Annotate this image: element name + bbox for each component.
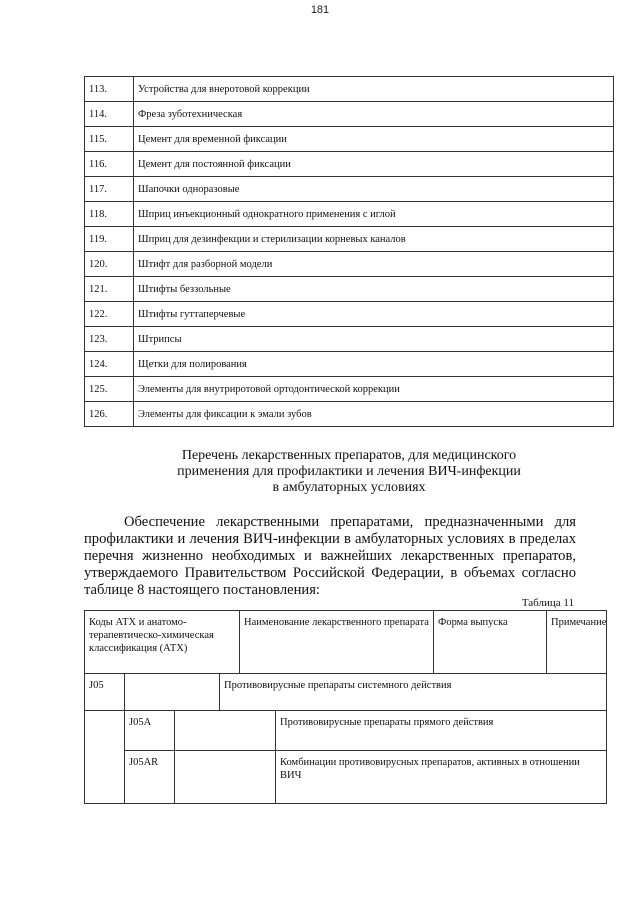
table-row	[85, 377, 614, 402]
item-name: Штрипсы	[134, 327, 614, 352]
atc-code: J05A	[125, 711, 175, 751]
item-number: 119.	[85, 227, 134, 252]
item-number: 113.	[85, 77, 134, 102]
item-name: Щетки для полирования	[134, 352, 614, 377]
empty-cell	[175, 751, 276, 804]
item-name: Цемент для временной фиксации	[134, 127, 614, 152]
table-row	[85, 177, 614, 202]
header-drug-name: Наименование лекарственного препарата	[240, 611, 434, 674]
table-caption: Таблица 11	[521, 597, 574, 609]
table-row	[85, 277, 614, 302]
item-name: Элементы для внутриротовой ортодонтической коррекции	[134, 377, 614, 402]
table-row	[85, 202, 614, 227]
atc-code: J05	[85, 674, 125, 711]
atc-code: J05AR	[125, 751, 175, 804]
item-number: 122.	[85, 302, 134, 327]
atc-description: Комбинации противовирусных препаратов, активных в отношении ВИЧ	[276, 751, 607, 804]
item-number: 120.	[85, 252, 134, 277]
drugs-table	[84, 610, 607, 804]
table-row	[85, 302, 614, 327]
table-row	[85, 751, 607, 804]
atc-description: Противовирусные препараты прямого действия	[276, 711, 607, 751]
table-header-row	[85, 611, 607, 674]
atc-description: Противовирусные препараты системного действия	[220, 674, 607, 711]
item-number: 114.	[85, 102, 134, 127]
item-name: Штифт для разборной модели	[134, 252, 614, 277]
table-row	[85, 77, 614, 102]
item-number: 116.	[85, 152, 134, 177]
table-row	[85, 227, 614, 252]
item-name: Устройства для внеротовой коррекции	[134, 77, 614, 102]
item-number: 115.	[85, 127, 134, 152]
body-paragraph: Обеспечение лекарственными препаратами, предназначенными для профилактики и лечения ВИЧ-инфекции в амбулаторных условиях в пределах перечня жизненно необходимых и важнейших лекарственных препаратов, утверждаемого Правительством Российской Федерации, в объемах согласно таблице 8 настоящего постановления:	[84, 514, 576, 598]
section-heading	[84, 448, 614, 496]
heading-line: Перечень лекарственных препаратов, для медицинского	[181, 448, 517, 463]
table-row	[85, 252, 614, 277]
table-row	[85, 102, 614, 127]
page-number: 181	[310, 4, 330, 16]
item-number: 123.	[85, 327, 134, 352]
item-name: Штифты беззольные	[134, 277, 614, 302]
header-atc: Коды АТХ и анатомо-терапевтическо-химическая классификация (АТХ)	[85, 611, 240, 674]
item-number: 126.	[85, 402, 134, 427]
devices-table	[84, 76, 614, 427]
heading-line: в амбулаторных условиях	[272, 480, 426, 495]
item-name: Штифты гуттаперчевые	[134, 302, 614, 327]
table-row	[85, 674, 607, 711]
item-name: Элементы для фиксации к эмали зубов	[134, 402, 614, 427]
item-number: 124.	[85, 352, 134, 377]
table-row	[85, 352, 614, 377]
item-name: Фреза зуботехническая	[134, 102, 614, 127]
item-number: 118.	[85, 202, 134, 227]
table-row	[85, 327, 614, 352]
table-row	[85, 711, 607, 751]
header-note: Примечание	[547, 611, 607, 674]
header-form: Форма выпуска	[434, 611, 547, 674]
empty-cell	[175, 711, 276, 751]
item-number: 121.	[85, 277, 134, 302]
empty-cell	[85, 711, 125, 804]
empty-cell	[125, 674, 220, 711]
table-row	[85, 127, 614, 152]
table-row	[85, 152, 614, 177]
item-name: Шприц для дезинфекции и стерилизации корневых каналов	[134, 227, 614, 252]
item-number: 117.	[85, 177, 134, 202]
table-row	[85, 402, 614, 427]
heading-line: применения для профилактики и лечения ВИЧ-инфекции	[177, 464, 521, 479]
item-name: Цемент для постоянной фиксации	[134, 152, 614, 177]
item-name: Шприц инъекционный однократного применения с иглой	[134, 202, 614, 227]
item-name: Шапочки одноразовые	[134, 177, 614, 202]
item-number: 125.	[85, 377, 134, 402]
